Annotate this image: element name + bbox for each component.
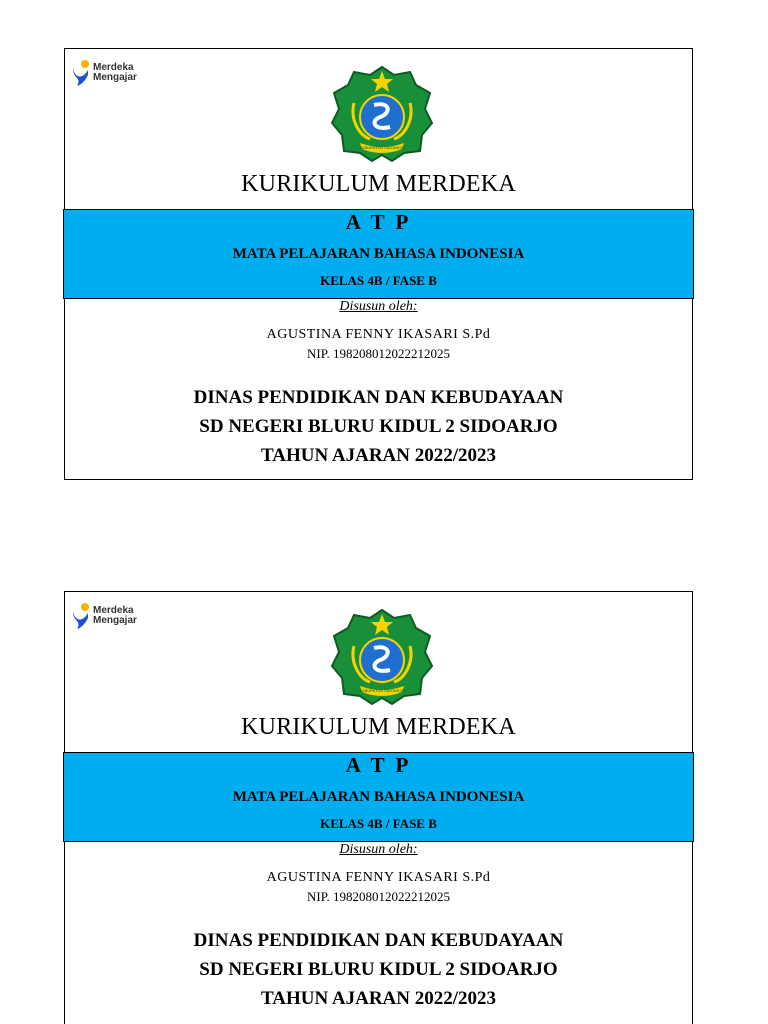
emblem-text: KABUPATEN SIDOARJO: [359, 688, 405, 693]
merdeka-mengajar-logo-icon: [71, 602, 91, 630]
logo-line-1: Merdeka: [93, 62, 134, 73]
institution-line-1: DINAS PENDIDIKAN DAN KEBUDAYAAN: [193, 387, 564, 408]
author-nip: NIP. 198208012022212025: [306, 346, 450, 361]
institution-block: [65, 926, 692, 1013]
institution-line-3: TAHUN AJARAN 2022/2023: [260, 988, 497, 1009]
curriculum-title: KURIKULUM MERDEKA: [241, 714, 516, 740]
title-band: [63, 209, 694, 299]
class-phase: KELAS 4B / FASE B: [320, 816, 437, 831]
author-nip: NIP. 198208012022212025: [306, 889, 450, 904]
emblem-text: KABUPATEN SIDOARJO: [359, 145, 405, 150]
author-name: AGUSTINA FENNY IKASARI S.Pd: [266, 327, 491, 342]
institution-line-1: DINAS PENDIDIKAN DAN KEBUDAYAAN: [193, 930, 564, 951]
merdeka-mengajar-logo-icon: [71, 59, 91, 87]
logo-line-2: Mengajar: [93, 615, 137, 626]
curriculum-title: KURIKULUM MERDEKA: [241, 171, 516, 197]
merdeka-mengajar-logo: [71, 57, 151, 89]
institution-line-2: SD NEGERI BLURU KIDUL 2 SIDOARJO: [199, 416, 558, 437]
logo-line-2: Mengajar: [93, 72, 137, 83]
author-name: AGUSTINA FENNY IKASARI S.Pd: [266, 870, 491, 885]
merdeka-mengajar-logo: [71, 600, 151, 632]
author-label: Disusun oleh:: [339, 299, 418, 314]
class-phase: KELAS 4B / FASE B: [320, 273, 437, 288]
document-type: A T P: [345, 753, 412, 777]
institution-line-2: SD NEGERI BLURU KIDUL 2 SIDOARJO: [199, 959, 558, 980]
document-type: A T P: [345, 210, 412, 234]
institution-line-3: TAHUN AJARAN 2022/2023: [260, 445, 497, 466]
sidoarjo-emblem-icon: [330, 606, 435, 706]
sidoarjo-emblem-icon: [330, 63, 435, 163]
cover-page-2: [64, 591, 693, 1024]
cover-page-1: [64, 48, 693, 480]
subject-title: MATA PELAJARAN BAHASA INDONESIA: [232, 789, 525, 805]
subject-title: MATA PELAJARAN BAHASA INDONESIA: [232, 246, 525, 262]
title-band: [63, 752, 694, 842]
logo-line-1: Merdeka: [93, 605, 134, 616]
author-label: Disusun oleh:: [339, 842, 418, 857]
institution-block: [65, 383, 692, 470]
